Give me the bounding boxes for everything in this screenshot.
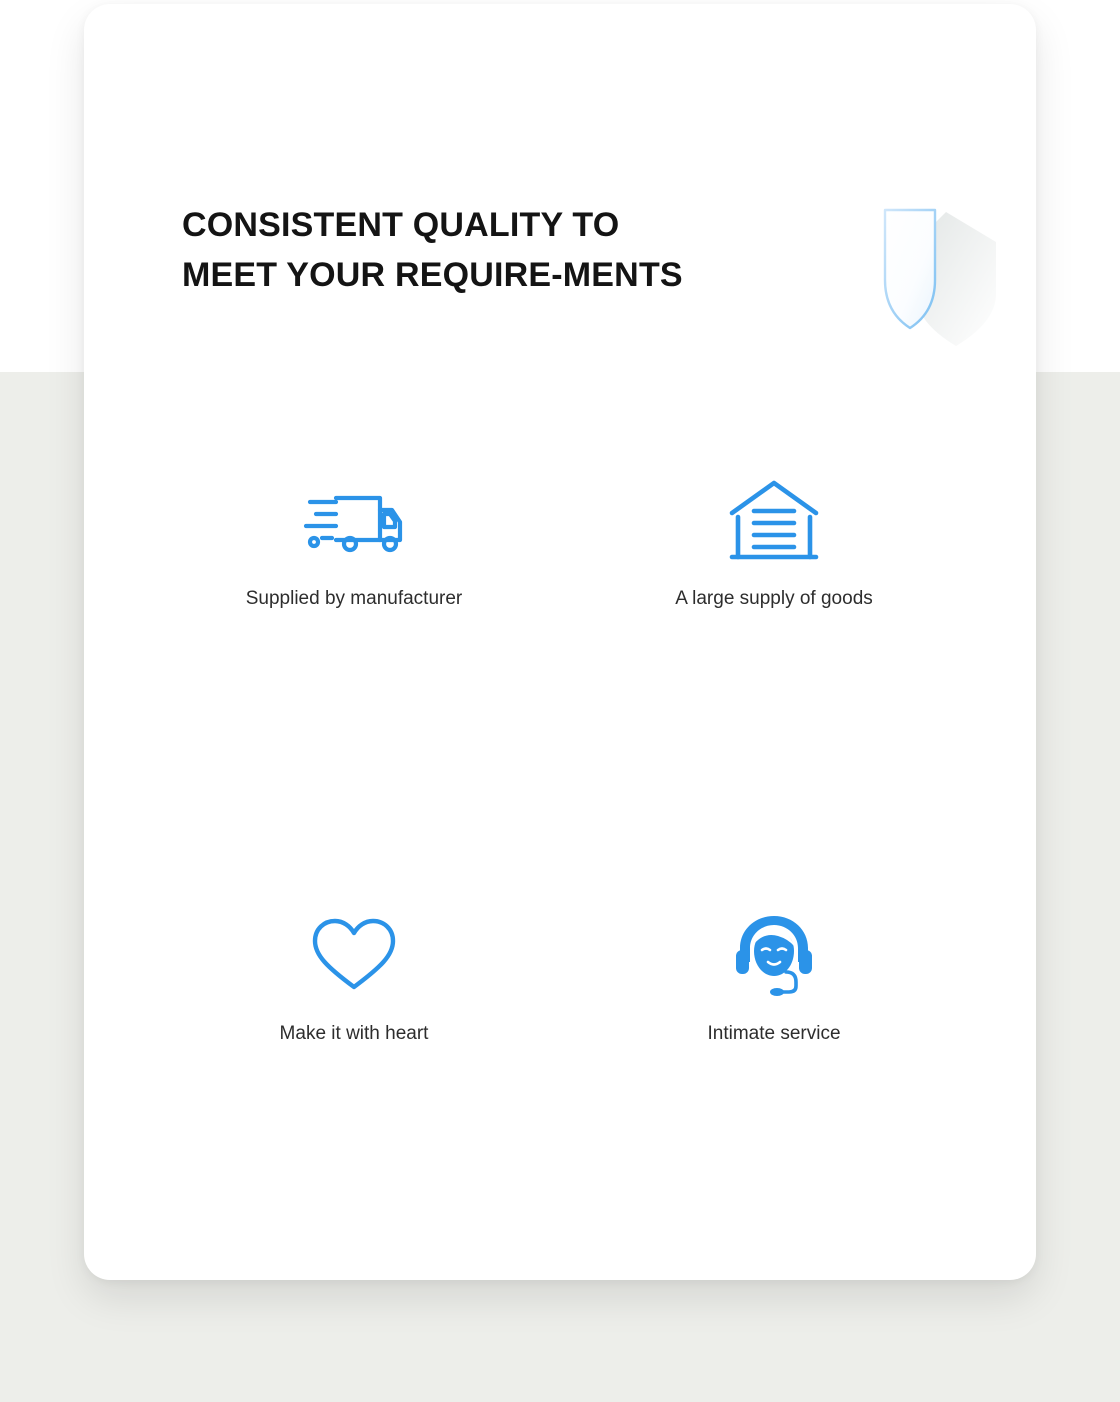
feature-grid: [144, 474, 984, 1048]
feature-label: Supplied by manufacturer: [245, 588, 463, 609]
feature-item: [144, 474, 564, 613]
headset-support-agent-icon: [724, 909, 824, 1001]
shield-icon: [844, 194, 1004, 364]
warehouse-icon: [724, 474, 824, 566]
feature-label: Make it with heart: [279, 1023, 429, 1044]
delivery-truck-icon: [302, 474, 406, 566]
page-title: CONSISTENT QUALITY TO MEET YOUR REQUIRE-MENTS: [182, 206, 683, 294]
feature-item: [564, 909, 984, 1048]
feature-item: [144, 909, 564, 1048]
content-card: [84, 4, 1036, 1280]
feature-label: Intimate service: [707, 1023, 841, 1044]
heart-icon: [307, 909, 401, 1001]
feature-item: [564, 474, 984, 613]
feature-label: A large supply of goods: [675, 588, 873, 609]
